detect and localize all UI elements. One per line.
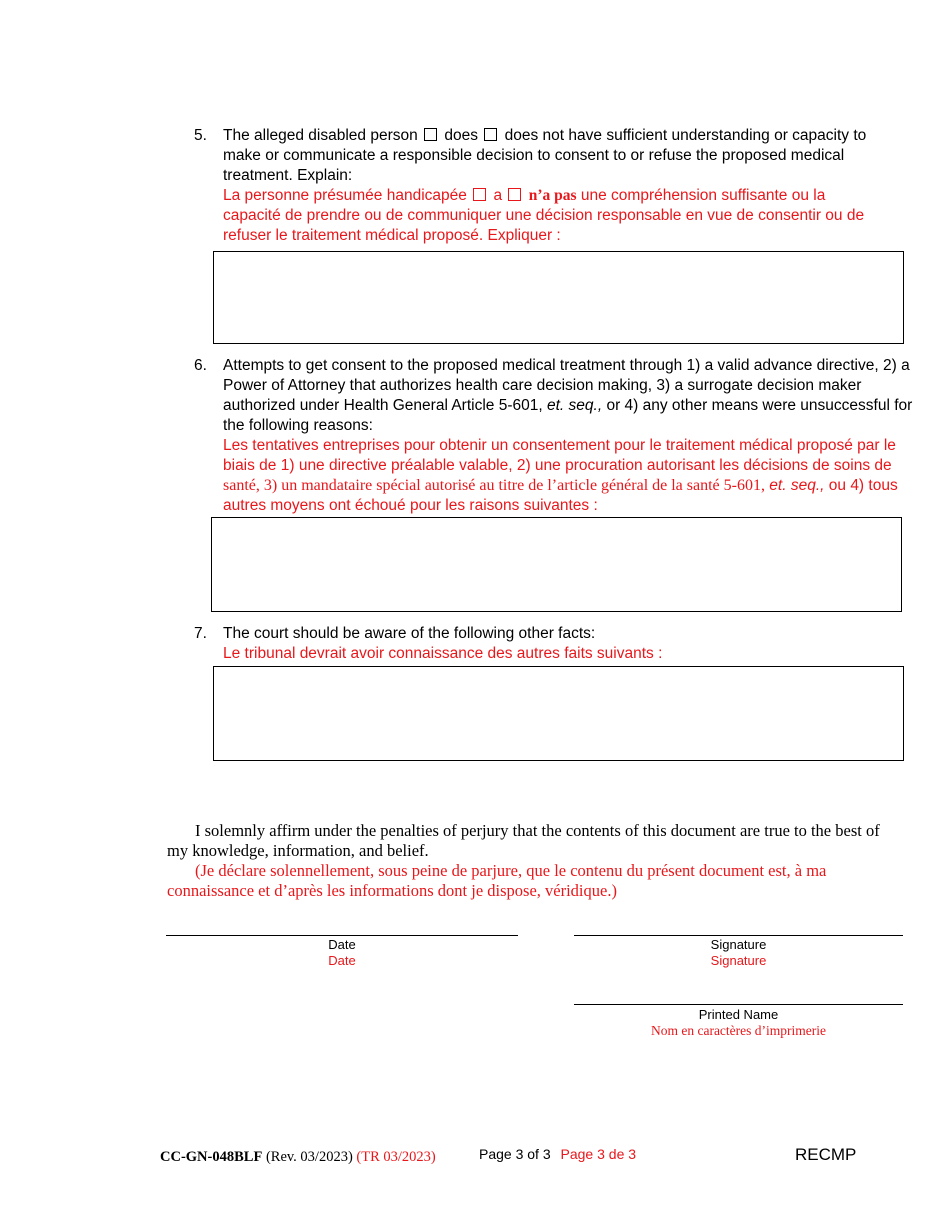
item-5-english: The alleged disabled person does does not have sufficient understanding or capacity to make or communicate a responsible decision to consent to or refuse the proposed medical treatment. Explain: bbox=[223, 127, 867, 184]
printed-name-label: Printed Name Nom en caractères d’imprimerie bbox=[650, 1007, 827, 1038]
signature-label: Signature Signature bbox=[710, 937, 767, 968]
item-5-number: 5. bbox=[194, 127, 207, 144]
affirmation-french: (Je déclare solennellement, sous peine de parjure, que le contenu du présent document est, à ma connaissance et d’après les informations dont je dispose, véridique.) bbox=[167, 861, 827, 900]
item-6-answer-box[interactable] bbox=[211, 517, 902, 612]
does-not-label: does not bbox=[504, 127, 565, 144]
form-code: CC-GN-048BLF bbox=[160, 1149, 263, 1165]
item-6-text bbox=[223, 356, 913, 516]
item-5-answer-box[interactable] bbox=[213, 251, 904, 344]
signature-line[interactable] bbox=[574, 935, 903, 936]
page-number bbox=[479, 1146, 636, 1162]
item-5-text bbox=[223, 126, 883, 246]
does-not-checkbox[interactable] bbox=[484, 128, 497, 141]
affirmation-english: I solemnly affirm under the penalties of perjury that the contents of this document are true to the best of my knowledge, information, and belief. bbox=[167, 821, 880, 860]
item-5-french: La personne présumée handicapée a n’a pas une compréhension suffisante ou la capacité de prendre ou de communiquer une décision responsable en vue de consentir ou de refuser le traitement médical proposé. Expliquer : bbox=[223, 187, 865, 244]
item-7-text bbox=[223, 624, 883, 664]
a-checkbox[interactable] bbox=[473, 188, 486, 201]
form-id bbox=[160, 1149, 436, 1166]
form-revision: (Rev. 03/2023) bbox=[265, 1149, 353, 1165]
affirmation bbox=[167, 821, 897, 901]
form-translation: (TR 03/2023) bbox=[356, 1149, 436, 1165]
does-label: does bbox=[444, 127, 478, 144]
date-line[interactable] bbox=[166, 935, 518, 936]
item-7-english: The court should be aware of the following other facts: bbox=[223, 625, 596, 642]
page-number-fr: Page 3 de 3 bbox=[560, 1146, 637, 1162]
date-label: Date Date bbox=[328, 937, 356, 968]
item-6-number: 6. bbox=[194, 357, 207, 374]
does-checkbox[interactable] bbox=[424, 128, 437, 141]
item-7-number: 7. bbox=[194, 625, 207, 642]
a-label: a bbox=[493, 187, 503, 204]
item-7-answer-box[interactable] bbox=[213, 666, 904, 761]
na-pas-checkbox[interactable] bbox=[508, 188, 521, 201]
item-6-english: Attempts to get consent to the proposed medical treatment through 1) a valid advance directive, 2) a Power of Attorney that authorizes health care decision making, 3) a surrogate decision maker authorized under Health General Article 5-601, et. seq., or 4) any other means were unsuccessful for the following reasons: bbox=[223, 357, 913, 434]
recmp-label: RECMP bbox=[795, 1145, 857, 1164]
na-pas-label: n’a pas bbox=[528, 187, 577, 204]
page-number-en: Page 3 of 3 bbox=[479, 1146, 551, 1162]
printed-name-line[interactable] bbox=[574, 1004, 903, 1005]
item-7-french: Le tribunal devrait avoir connaissance des autres faits suivants : bbox=[223, 645, 663, 662]
item-6-french: Les tentatives entreprises pour obtenir un consentement pour le traitement médical proposé par le biais de 1) une directive préalable valable, 2) une procuration autorisant les décisions de soins de santé, 3) un mandataire spécial autorisé au titre de l’article général de la santé 5-601, et. seq., ou 4) tous autres moyens ont échoué pour les raisons suivantes : bbox=[223, 437, 898, 514]
